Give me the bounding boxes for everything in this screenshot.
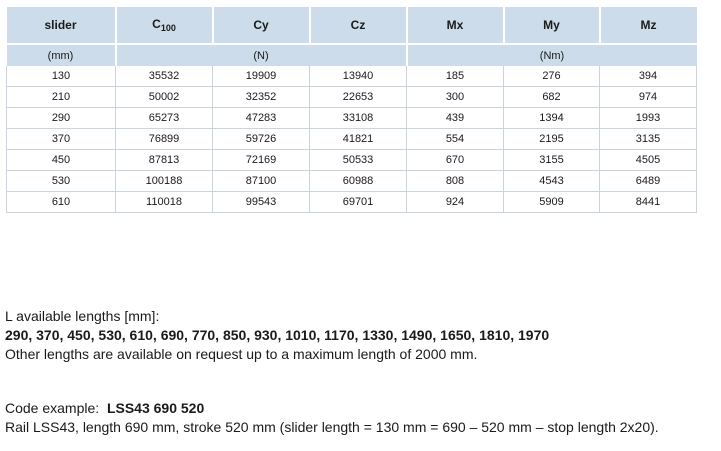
cell-cy: 59726 bbox=[213, 129, 310, 150]
table-row bbox=[7, 108, 697, 129]
cell-cz: 13940 bbox=[310, 66, 407, 87]
cell-cy: 19909 bbox=[213, 66, 310, 87]
code-example-code: LSS43 690 520 bbox=[106, 400, 205, 416]
load-capacity-table bbox=[6, 7, 697, 213]
cell-mz: 394 bbox=[600, 66, 697, 87]
cell-cz: 33108 bbox=[310, 108, 407, 129]
cell-c100: 87813 bbox=[116, 150, 213, 171]
cell-slider: 130 bbox=[7, 66, 116, 87]
cell-slider: 610 bbox=[7, 192, 116, 213]
table-row bbox=[7, 192, 697, 213]
cell-mz: 1993 bbox=[600, 108, 697, 129]
cell-mx: 808 bbox=[407, 171, 504, 192]
cell-mz: 974 bbox=[600, 87, 697, 108]
header-row bbox=[7, 7, 697, 44]
cell-c100: 35532 bbox=[116, 66, 213, 87]
cell-slider: 290 bbox=[7, 108, 116, 129]
cell-mz: 4505 bbox=[600, 150, 697, 171]
cell-c100: 76899 bbox=[116, 129, 213, 150]
cell-mx: 924 bbox=[407, 192, 504, 213]
table-row bbox=[7, 129, 697, 150]
cell-slider: 530 bbox=[7, 171, 116, 192]
cell-cz: 60988 bbox=[310, 171, 407, 192]
table-row bbox=[7, 171, 697, 192]
header-cz: Cz bbox=[310, 7, 407, 44]
cell-cz: 50533 bbox=[310, 150, 407, 171]
cell-c100: 50002 bbox=[116, 87, 213, 108]
header-cy: Cy bbox=[213, 7, 310, 44]
cell-mx: 670 bbox=[407, 150, 504, 171]
code-example-description: Rail LSS43, length 690 mm, stroke 520 mm (slider length = 130 mm = 690 – 520 mm – stop length 2x20). bbox=[5, 419, 659, 435]
lengths-note: Other lengths are available on request up to a maximum length of 2000 mm. bbox=[5, 346, 478, 362]
cell-cy: 87100 bbox=[213, 171, 310, 192]
cell-my: 5909 bbox=[504, 192, 600, 213]
cell-cz: 22653 bbox=[310, 87, 407, 108]
header-mz: Mz bbox=[600, 7, 697, 44]
unit-slider: (mm) bbox=[7, 44, 116, 66]
lengths-values bbox=[5, 326, 549, 345]
units-row bbox=[7, 44, 697, 66]
cell-slider: 210 bbox=[7, 87, 116, 108]
cell-slider: 450 bbox=[7, 150, 116, 171]
cell-mz: 8441 bbox=[600, 192, 697, 213]
unit-moment: (Nm) bbox=[407, 44, 697, 66]
header-slider: slider bbox=[7, 7, 116, 44]
cell-cy: 72169 bbox=[213, 150, 310, 171]
cell-mx: 554 bbox=[407, 129, 504, 150]
cell-cy: 47283 bbox=[213, 108, 310, 129]
cell-my: 2195 bbox=[504, 129, 600, 150]
code-example-label: Code example: bbox=[5, 400, 100, 416]
header-c-main: C bbox=[152, 17, 161, 31]
cell-mx: 300 bbox=[407, 87, 504, 108]
cell-my: 276 bbox=[504, 66, 600, 87]
cell-my: 4543 bbox=[504, 171, 600, 192]
table-row bbox=[7, 66, 697, 87]
cell-mx: 185 bbox=[407, 66, 504, 87]
available-lengths-section bbox=[5, 307, 549, 364]
header-mx: Mx bbox=[407, 7, 504, 44]
cell-cz: 41821 bbox=[310, 129, 407, 150]
cell-cz: 69701 bbox=[310, 192, 407, 213]
lengths-label: L available lengths [mm]: bbox=[5, 308, 160, 324]
cell-slider: 370 bbox=[7, 129, 116, 150]
cell-c100: 110018 bbox=[116, 192, 213, 213]
cell-my: 682 bbox=[504, 87, 600, 108]
code-example-line bbox=[5, 399, 659, 418]
cell-mx: 439 bbox=[407, 108, 504, 129]
unit-force: (N) bbox=[116, 44, 407, 66]
code-example-section bbox=[5, 399, 659, 437]
header-c100 bbox=[116, 7, 213, 44]
header-my: My bbox=[504, 7, 600, 44]
cell-mz: 6489 bbox=[600, 171, 697, 192]
table-row bbox=[7, 150, 697, 171]
cell-my: 1394 bbox=[504, 108, 600, 129]
cell-c100: 100188 bbox=[116, 171, 213, 192]
cell-cy: 32352 bbox=[213, 87, 310, 108]
cell-my: 3155 bbox=[504, 150, 600, 171]
cell-c100: 65273 bbox=[116, 108, 213, 129]
table-row bbox=[7, 87, 697, 108]
header-c-sub: 100 bbox=[160, 23, 176, 33]
lengths-values-text: 290, 370, 450, 530, 610, 690, 770, 850, 930, 1010, 1170, 1330, 1490, 1650, 1810, 1970 bbox=[5, 327, 550, 343]
cell-mz: 3135 bbox=[600, 129, 697, 150]
cell-cy: 99543 bbox=[213, 192, 310, 213]
